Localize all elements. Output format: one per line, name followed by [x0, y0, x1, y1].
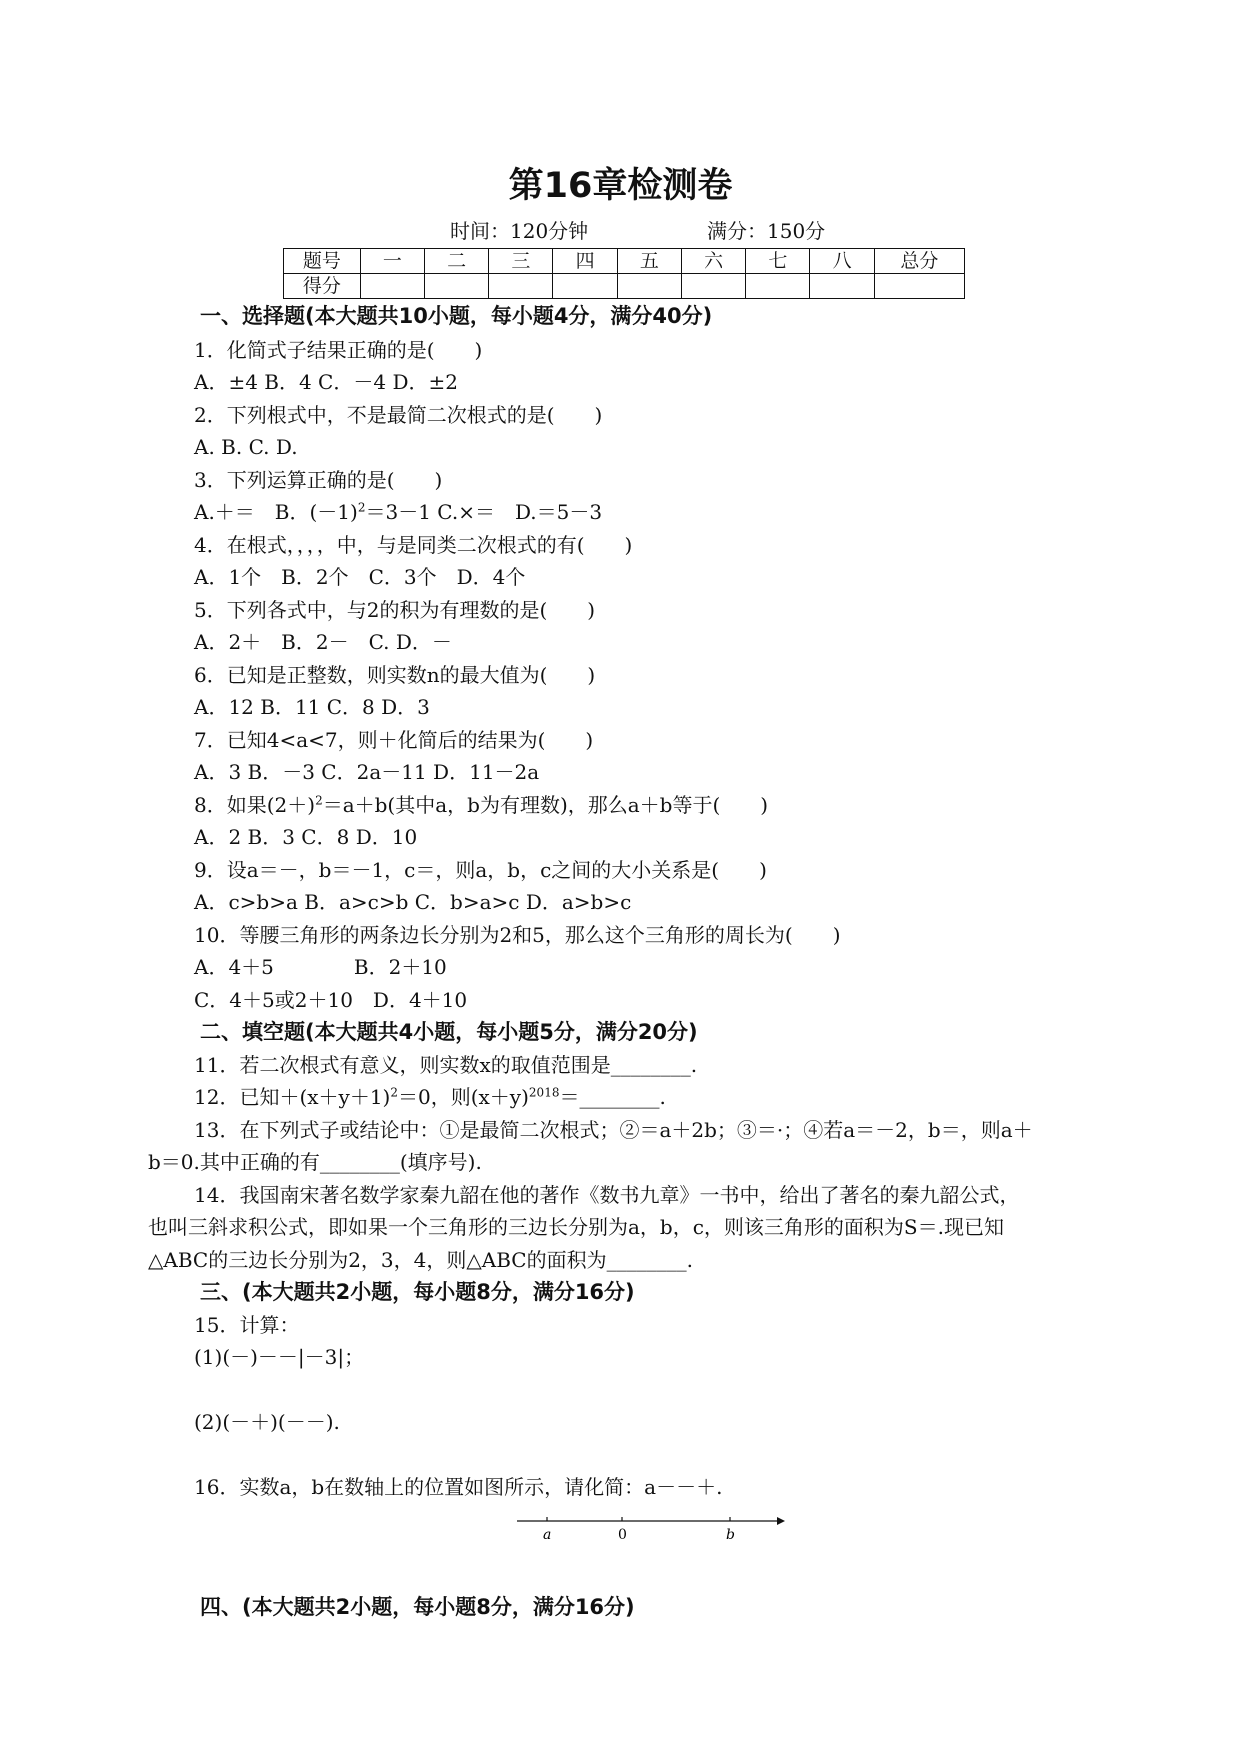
- question-6-options: A．12 B．11 C．8 D．3: [194, 695, 430, 719]
- header-cell: 总分: [874, 249, 964, 274]
- question-16: 16．实数a，b在数轴上的位置如图所示，请化简：a－－＋.: [194, 1475, 723, 1499]
- header-cell: 五: [617, 249, 681, 274]
- header-cell: 八: [810, 249, 874, 274]
- question-3: 3．下列运算正确的是( ): [194, 468, 443, 492]
- superscript: 2: [315, 793, 323, 808]
- text-segment: ＝a＋b(其中a，b为有理数)，那么a＋b等于( ): [322, 793, 769, 817]
- score-cell[interactable]: [489, 274, 553, 299]
- question-11: 11．若二次根式有意义，则实数x的取值范围是________.: [194, 1053, 698, 1077]
- question-1-options: A．±4 B．4 C．－4 D．±2: [194, 370, 458, 394]
- label-zero: 0: [618, 1527, 627, 1543]
- label-b: b: [726, 1527, 735, 1543]
- question-15-part-2: (2)(－＋)(－－).: [194, 1410, 340, 1434]
- question-14-line-2: 也叫三斜求积公式，即如果一个三角形的三边长分别为a，b，c，则该三角形的面积为S＝.现已知: [148, 1215, 1004, 1239]
- question-8-options: A．2 B．3 C．8 D．10: [194, 825, 418, 849]
- question-7: 7．已知4<a<7，则＋化简后的结果为( ): [194, 728, 594, 752]
- question-9: 9．设a＝－，b＝－1，c＝，则a，b，c之间的大小关系是( ): [194, 858, 767, 882]
- page-title: 第16章检测卷: [508, 166, 733, 206]
- header-cell: 七: [746, 249, 810, 274]
- score-cell[interactable]: [360, 274, 424, 299]
- header-cell: 六: [681, 249, 745, 274]
- score-table: [283, 248, 965, 299]
- score-cell[interactable]: [746, 274, 810, 299]
- score-cell[interactable]: [810, 274, 874, 299]
- question-5-options: A．2＋ B．2－ C. D．－: [194, 630, 452, 654]
- question-10-options-line-2: C．4＋5或2＋10 D．4＋10: [194, 988, 468, 1012]
- superscript: 2: [390, 1085, 398, 1100]
- text-segment: ＝________.: [559, 1085, 666, 1109]
- score-table-header-row: [284, 249, 965, 274]
- score-cell[interactable]: [874, 274, 964, 299]
- section-heading-4: 四、(本大题共2小题，每小题8分，满分16分): [200, 1595, 635, 1619]
- score-table-score-row: [284, 274, 965, 299]
- question-9-options: A．c>b>a B．a>c>b C．b>a>c D．a>b>c: [194, 890, 632, 914]
- label-a: a: [543, 1527, 552, 1543]
- header-cell: 四: [553, 249, 617, 274]
- score-cell[interactable]: [617, 274, 681, 299]
- question-5: 5．下列各式中，与2的积为有理数的是( ): [194, 598, 596, 622]
- header-cell: 题号: [284, 249, 361, 274]
- question-14-line-1: 14．我国南宋著名数学家秦九韶在他的著作《数书九章》一书中，给出了著名的秦九韶公式，: [194, 1183, 1020, 1207]
- text-segment: 12．已知＋(x＋y＋1): [194, 1085, 391, 1109]
- number-line-arrow: [777, 1517, 785, 1525]
- score-cell[interactable]: [424, 274, 488, 299]
- score-cell[interactable]: [681, 274, 745, 299]
- section-heading-1: 一、选择题(本大题共10小题，每小题4分，满分40分): [200, 304, 713, 328]
- text-segment: ＝0，则(x＋y): [398, 1085, 529, 1109]
- question-14-line-3: △ABC的三边长分别为2，3，4，则△ABC的面积为________.: [148, 1248, 693, 1272]
- question-15: 15．计算：: [194, 1313, 300, 1337]
- text-segment: A.＋＝ B．(－1): [194, 500, 358, 524]
- question-10: 10．等腰三角形的两条边长分别为2和5，那么这个三角形的周长为( ): [194, 923, 841, 947]
- question-13-line-1: 13．在下列式子或结论中：①是最简二次根式；②＝a＋2b；③＝·；④若a＝－2，b＝，则a＋: [194, 1118, 1033, 1142]
- question-1: 1．化简式子结果正确的是( ): [194, 338, 483, 362]
- question-3-options: [194, 499, 602, 525]
- superscript: 2: [357, 500, 366, 515]
- header-cell: 一: [360, 249, 424, 274]
- score-label: 满分：150分: [707, 219, 826, 243]
- score-cell[interactable]: [553, 274, 617, 299]
- question-2: 2．下列根式中，不是最简二次根式的是( ): [194, 403, 603, 427]
- question-7-options: A．3 B．－3 C．2a－11 D．11－2a: [194, 760, 540, 784]
- question-6: 6．已知是正整数，则实数n的最大值为( ): [194, 663, 596, 687]
- time-label: 时间：120分钟: [450, 219, 589, 243]
- question-4: 4．在根式，，，，中，与是同类二次根式的有( ): [194, 533, 633, 557]
- question-8: [194, 792, 768, 818]
- header-cell: 三: [489, 249, 553, 274]
- header-cell: 二: [424, 249, 488, 274]
- question-4-options: A．1个 B．2个 C．3个 D．4个: [194, 565, 526, 589]
- text-segment: ＝3－1 C.×＝ D.＝5－3: [365, 500, 603, 524]
- question-15-part-1: (1)(－)－－|－3|；: [194, 1345, 365, 1369]
- number-line-figure: [515, 1515, 785, 1551]
- text-segment: 8．如果(2＋): [194, 793, 316, 817]
- question-10-options-line-1: A．4＋5 B．2＋10: [194, 955, 447, 979]
- question-12: [194, 1084, 666, 1110]
- section-heading-2: 二、填空题(本大题共4小题，每小题5分，满分20分): [200, 1020, 698, 1044]
- section-heading-3: 三、(本大题共2小题，每小题8分，满分16分): [200, 1280, 635, 1304]
- superscript: 2018: [528, 1085, 560, 1100]
- question-2-options: A. B. C. D.: [194, 435, 298, 459]
- score-row-label: 得分: [284, 274, 361, 299]
- question-13-line-2: b＝0.其中正确的有________(填序号).: [148, 1150, 482, 1174]
